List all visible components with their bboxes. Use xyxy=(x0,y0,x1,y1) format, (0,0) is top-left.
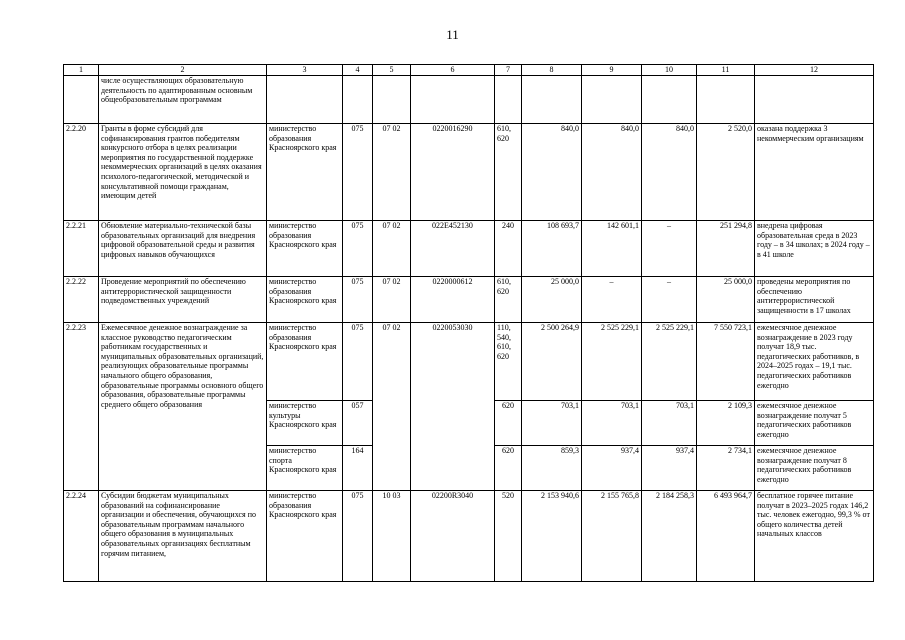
amount-year-2: 142 601,1 xyxy=(582,221,642,277)
amount-year-1: 859,3 xyxy=(522,446,582,491)
expected-result: ежемесячное денежное вознаграждение в 2023 году получат 18,9 тыс. педагогических работников, в 2024–2025 годах – 19,1 тыс. педагогических работников ежегодно xyxy=(755,323,874,401)
grbs-code: 075 xyxy=(343,491,373,582)
activity-code: 2.2.21 xyxy=(64,221,99,277)
expense-type-code: 620 xyxy=(495,446,522,491)
column-number: 3 xyxy=(267,65,343,76)
section-code: 10 03 xyxy=(373,491,411,582)
grbs-code: 164 xyxy=(343,446,373,491)
grbs-code: 075 xyxy=(343,323,373,401)
amount-year-1: 2 153 940,6 xyxy=(522,491,582,582)
grbs-code: 075 xyxy=(343,277,373,323)
expense-type-code: 610, 620 xyxy=(495,124,522,221)
amount-year-2: – xyxy=(582,277,642,323)
amount-year-2: 2 525 229,1 xyxy=(582,323,642,401)
amount-total: 2 109,3 xyxy=(697,401,755,446)
executor: министерство спорта Красноярского края xyxy=(267,446,343,491)
amount-year-2: 937,4 xyxy=(582,446,642,491)
executor: министерство образования Красноярского края xyxy=(267,124,343,221)
expense-type-code: 520 xyxy=(495,491,522,582)
table-row-continuation xyxy=(64,76,874,124)
amount-total: 2 734,1 xyxy=(697,446,755,491)
column-number: 8 xyxy=(522,65,582,76)
amount-year-2: 703,1 xyxy=(582,401,642,446)
activity-code: 2.2.22 xyxy=(64,277,99,323)
program-activities-table xyxy=(63,64,874,582)
expected-result: ежемесячное денежное вознаграждение получат 5 педагогических работников ежегодно xyxy=(755,401,874,446)
amount-year-1: 2 500 264,9 xyxy=(522,323,582,401)
amount-year-3: – xyxy=(642,221,697,277)
column-number: 2 xyxy=(99,65,267,76)
amount-total: 7 550 723,1 xyxy=(697,323,755,401)
amount-year-3: 2 184 258,3 xyxy=(642,491,697,582)
target-article-code: 0220016290 xyxy=(411,124,495,221)
column-number: 11 xyxy=(697,65,755,76)
table-row xyxy=(64,491,874,582)
activity-name: Гранты в форме субсидий для софинансирования грантов победителям конкурсного отбора в целях реализации мероприятия по государственной поддержке некоммерческих организаций в целях оказания психолого-педагогической, методической и консультативной помощи гражданам, имеющим детей xyxy=(99,124,267,221)
activity-name: Ежемесячное денежное вознаграждение за классное руководство педагогическим работникам государственных и муниципальных образовательных организаций, реализующих образовательные программы начального общего образования, образовательные программы основного общего образования, образовательные программы среднего общего образования xyxy=(99,323,267,491)
executor: министерство образования Красноярского края xyxy=(267,323,343,401)
expected-result: ежемесячное денежное вознаграждение получат 8 педагогических работников ежегодно xyxy=(755,446,874,491)
expense-type-code: 110, 540, 610, 620 xyxy=(495,323,522,401)
activity-name: числе осуществляющих образовательную деятельность по адаптированным основным общеобразовательным программам xyxy=(99,76,267,124)
activity-name: Субсидии бюджетам муниципальных образований на софинансирование организации и обеспечения, обучающихся по образовательным программам начального общего образования в муниципальных образовательных организациях бесплатным горячим питанием, xyxy=(99,491,267,582)
amount-year-3: 2 525 229,1 xyxy=(642,323,697,401)
amount-total: 6 493 964,7 xyxy=(697,491,755,582)
amount-total: 251 294,8 xyxy=(697,221,755,277)
amount-total: 2 520,0 xyxy=(697,124,755,221)
amount-year-3: 937,4 xyxy=(642,446,697,491)
executor: министерство образования Красноярского края xyxy=(267,221,343,277)
target-article-code: 02200R3040 xyxy=(411,491,495,582)
amount-year-3: 703,1 xyxy=(642,401,697,446)
expected-result: оказана поддержка 3 некоммерческим организациям xyxy=(755,124,874,221)
amount-year-2: 840,0 xyxy=(582,124,642,221)
table-row xyxy=(64,221,874,277)
page-number: 11 xyxy=(446,27,459,42)
column-number: 10 xyxy=(642,65,697,76)
amount-year-3: – xyxy=(642,277,697,323)
section-code: 07 02 xyxy=(373,323,411,491)
column-number: 9 xyxy=(582,65,642,76)
expected-result: бесплатное горячее питание получат в 2023–2025 годах 146,2 тыс. человек ежегодно, 99,3 % от общего количества детей начальных классов xyxy=(755,491,874,582)
expected-result: проведены мероприятия по обеспечению антитеррористической защищенности в 17 школах xyxy=(755,277,874,323)
activity-code: 2.2.24 xyxy=(64,491,99,582)
executor: министерство образования Красноярского края xyxy=(267,491,343,582)
amount-year-1: 840,0 xyxy=(522,124,582,221)
table-row xyxy=(64,323,874,401)
activity-code: 2.2.20 xyxy=(64,124,99,221)
grbs-code: 075 xyxy=(343,221,373,277)
column-number: 6 xyxy=(411,65,495,76)
executor: министерство образования Красноярского края xyxy=(267,277,343,323)
table-row xyxy=(64,277,874,323)
activity-code: 2.2.23 xyxy=(64,323,99,491)
activity-name: Обновление материально-технической базы образовательных организаций для внедрения цифровой образовательной среды и развития цифровых навыков обучающихся xyxy=(99,221,267,277)
expense-type-code: 240 xyxy=(495,221,522,277)
executor: министерство культуры Красноярского края xyxy=(267,401,343,446)
column-number: 5 xyxy=(373,65,411,76)
target-article-code: 0220000612 xyxy=(411,277,495,323)
column-number-row xyxy=(64,65,874,76)
amount-year-1: 703,1 xyxy=(522,401,582,446)
column-number: 7 xyxy=(495,65,522,76)
amount-total: 25 000,0 xyxy=(697,277,755,323)
section-code: 07 02 xyxy=(373,124,411,221)
amount-year-2: 2 155 765,8 xyxy=(582,491,642,582)
amount-year-1: 108 693,7 xyxy=(522,221,582,277)
column-number: 12 xyxy=(755,65,874,76)
column-number: 4 xyxy=(343,65,373,76)
target-article-code: 0220053030 xyxy=(411,323,495,491)
amount-year-3: 840,0 xyxy=(642,124,697,221)
table-row xyxy=(64,124,874,221)
expense-type-code: 610, 620 xyxy=(495,277,522,323)
expected-result: внедрена цифровая образовательная среда в 2023 году – в 34 школах; в 2024 году – в 41 школе xyxy=(755,221,874,277)
amount-year-1: 25 000,0 xyxy=(522,277,582,323)
section-code: 07 02 xyxy=(373,221,411,277)
grbs-code: 075 xyxy=(343,124,373,221)
target-article-code: 022Е452130 xyxy=(411,221,495,277)
expense-type-code: 620 xyxy=(495,401,522,446)
activity-name: Проведение мероприятий по обеспечению антитеррористической защищенности подведомственных учреждений xyxy=(99,277,267,323)
grbs-code: 057 xyxy=(343,401,373,446)
section-code: 07 02 xyxy=(373,277,411,323)
column-number: 1 xyxy=(64,65,99,76)
